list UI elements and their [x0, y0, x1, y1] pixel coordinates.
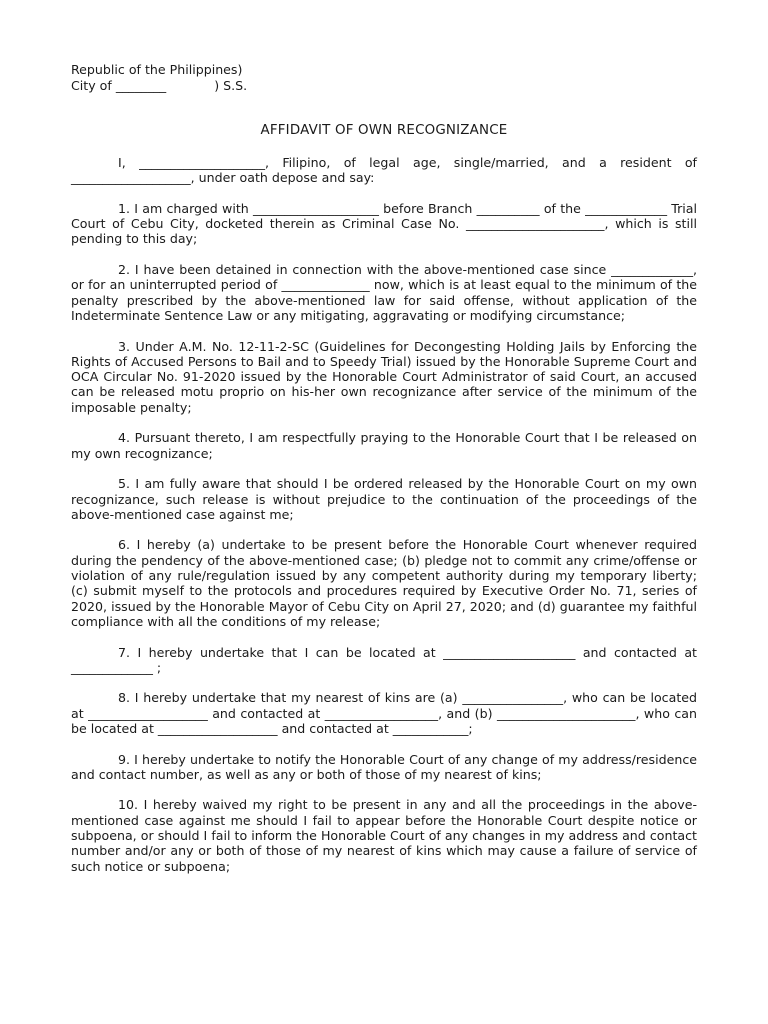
- paragraph-3: 3. Under A.M. No. 12-11-2-SC (Guidelines for Decongesting Holding Jails by Enforcing the Rights of Accused Persons to Bail and to Speedy Trial) issued by the Honorable Supreme Court and OCA Circular No. 91-2020 issued by the Honorable Court Administrator of said Court, an accused can be released motu proprio on his-her own recognizance after service of the minimum of the imposable penalty;: [71, 338, 697, 415]
- paragraph-10: 10. I hereby waived my right to be present in any and all the proceedings in the above-mentioned case against me should I fail to appear before the Honorable Court despite notice or subpoena, or should I fail to inform the Honorable Court of any changes in my address and contact number and/or any or both of those of my nearest of kins which may cause a failure of service of such notice or subpoena;: [71, 797, 697, 874]
- paragraph-4: 4. Pursuant thereto, I am respectfully praying to the Honorable Court that I be released on my own recognizance;: [71, 430, 697, 461]
- paragraph-2: 2. I have been detained in connection with the above-mentioned case since _____________, or for an uninterrupted period of ______________ now, which is at least equal to the minimum of the penalty prescribed by the above-mentioned law for said offense, without application of the Indeterminate Sentence Law or any mitigating, aggravating or modifying circumstance;: [71, 262, 697, 323]
- venue-line-republic: Republic of the Philippines): [71, 62, 243, 77]
- paragraph-8: 8. I hereby undertake that my nearest of kins are (a) ________________, who can be located at ___________________ and contacted at __________________, and (b) ______________________, who can be located at ___________________ and contacted at ____________;: [71, 690, 697, 736]
- paragraph-6: 6. I hereby (a) undertake to be present before the Honorable Court whenever required during the pendency of the above-mentioned case; (b) pledge not to commit any crime/offense or violation of any rule/regulation issued by any competent authority during my temporary liberty; (c) submit myself to the protocols and procedures required by Executive Order No. 71, series of 2020, issued by the Honorable Mayor of Cebu City on April 27, 2020; and (d) guarantee my faithful compliance with all the conditions of my release;: [71, 537, 697, 629]
- venue-line-city: City of ________ ) S.S.: [71, 78, 248, 93]
- intro-paragraph: I, ____________________, Filipino, of legal age, single/married, and a resident of ___________________, under oath depose and say:: [71, 155, 697, 186]
- paragraph-1: 1. I am charged with ____________________ before Branch __________ of the _____________ Trial Court of Cebu City, docketed therein as Criminal Case No. ______________________, which is still pending to this day;: [71, 200, 697, 247]
- affidavit-body: [71, 155, 697, 874]
- venue-header: [71, 62, 247, 94]
- document-title: AFFIDAVIT OF OWN RECOGNIZANCE: [260, 123, 508, 138]
- paragraph-5: 5. I am fully aware that should I be ordered released by the Honorable Court on my own recognizance, such release is without prejudice to the continuation of the proceedings of the above-mentioned case against me;: [71, 476, 697, 522]
- paragraph-9: 9. I hereby undertake to notify the Honorable Court of any change of my address/residence and contact number, as well as any or both of those of my nearest of kins;: [71, 751, 697, 782]
- paragraph-7: 7. I hereby undertake that I can be located at _____________________ and contacted at _____________ ;: [71, 644, 697, 675]
